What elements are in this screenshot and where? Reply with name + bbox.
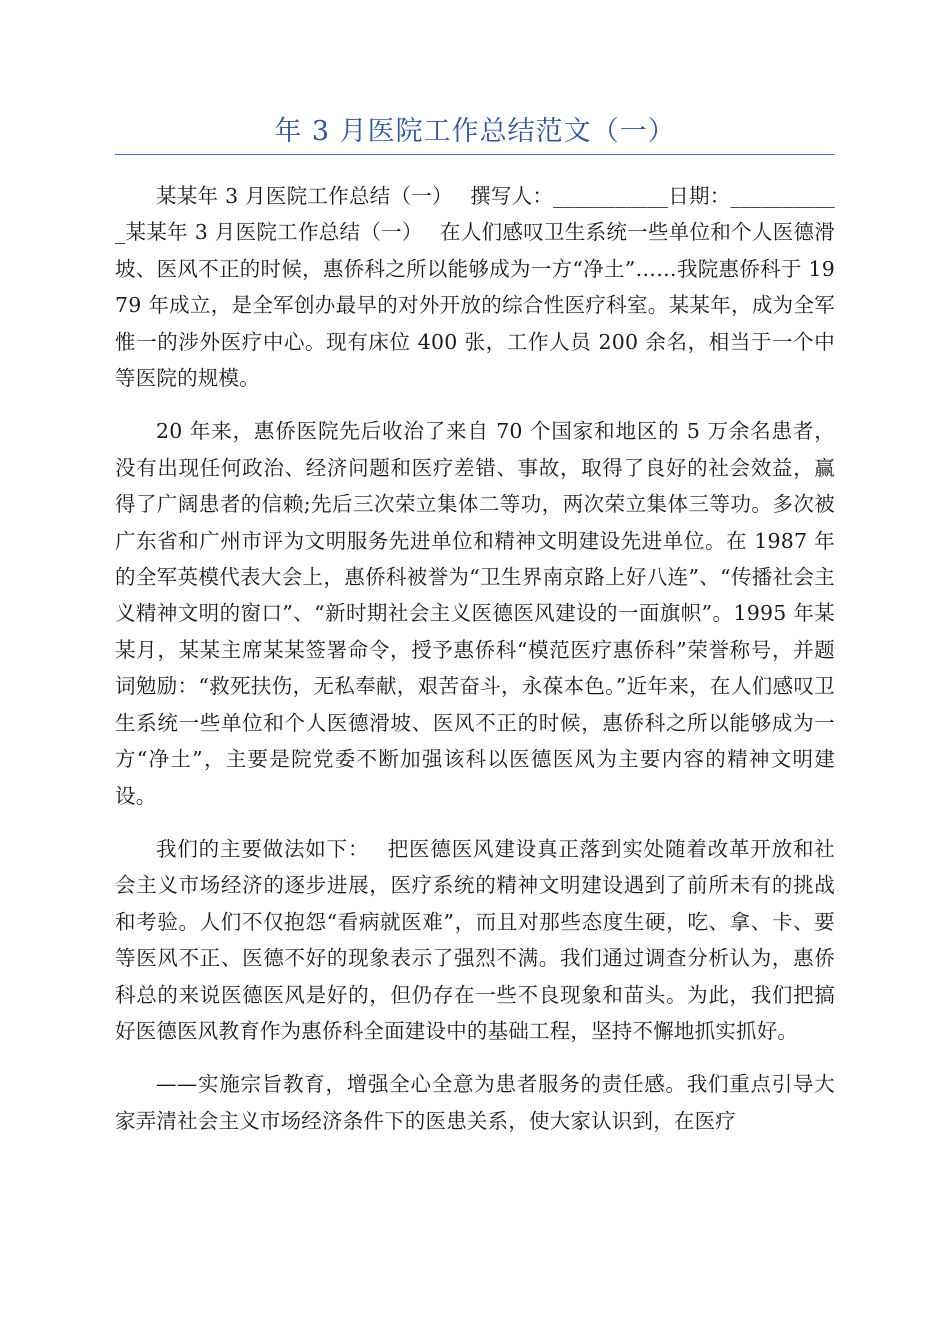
paragraph-1: 某某年 3 月医院工作总结（一） 撰写人：___________日期：___________某某年 3 月医院工作总结（一） 在人们感叹卫生系统一些单位和个人医德滑坡、医风不正的时候，惠侨科之所以能够成为一方“净土”……我院惠侨科于 1979 年成立，是全军创办最早的对外开放的综合性医疗科室。某某年，成为全军惟一的涉外医疗中心。现有床位 400 张，工作人员 200 余名，相当于一个中等医院的规模。 bbox=[115, 184, 835, 391]
document-body bbox=[115, 178, 835, 1156]
paragraph-2: 20 年来，惠侨医院先后收治了来自 70 个国家和地区的 5 万余名患者，没有出现任何政治、经济问题和医疗差错、事故，取得了良好的社会效益，赢得了广阔患者的信赖;先后三次荣立集体二等功，两次荣立集体三等功。多次被广东省和广州市评为文明服务先进单位和精神文明建设先进单位。在 1987 年的全军英模代表大会上，惠侨科被誉为“卫生界南京路上好八连”、“传播社会主义精神文明的窗口”、“新时期社会主义医德医风建设的一面旗帜”。1995 年某某月，某某主席某某签署命令，授予惠侨科“模范医疗惠侨科”荣誉称号，并题词勉励：“救死扶伤，无私奉献，艰苦奋斗，永葆本色。”近年来，在人们感叹卫生系统一些单位和个人医德滑坡、医风不正的时候，惠侨科之所以能够成为一方“净土”，主要是院党委不断加强该科以医德医风为主要内容的精神文明建设。 bbox=[115, 419, 835, 808]
title-underline bbox=[115, 154, 835, 155]
document-title: 年 3 月医院工作总结范文（一） bbox=[274, 116, 676, 147]
paragraph-3: 我们的主要做法如下： 把医德医风建设真正落到实处随着改革开放和社会主义市场经济的逐步进展，医疗系统的精神文明建设遇到了前所未有的挑战和考验。人们不仅抱怨“看病就医难”，而且对那些态度生硬，吃、拿、卡、要等医风不正、医德不好的现象表示了强烈不满。我们通过调查分析认为，惠侨科总的来说医德医风是好的，但仍存在一些不良现象和苗头。为此，我们把搞好医德医风教育作为惠侨科全面建设中的基础工程，坚持不懈地抓实抓好。 bbox=[115, 836, 835, 1043]
paragraph-4: ——实施宗旨教育，增强全心全意为患者服务的责任感。我们重点引导大家弄清社会主义市场经济条件下的医患关系，使大家认识到，在医疗 bbox=[115, 1072, 835, 1133]
